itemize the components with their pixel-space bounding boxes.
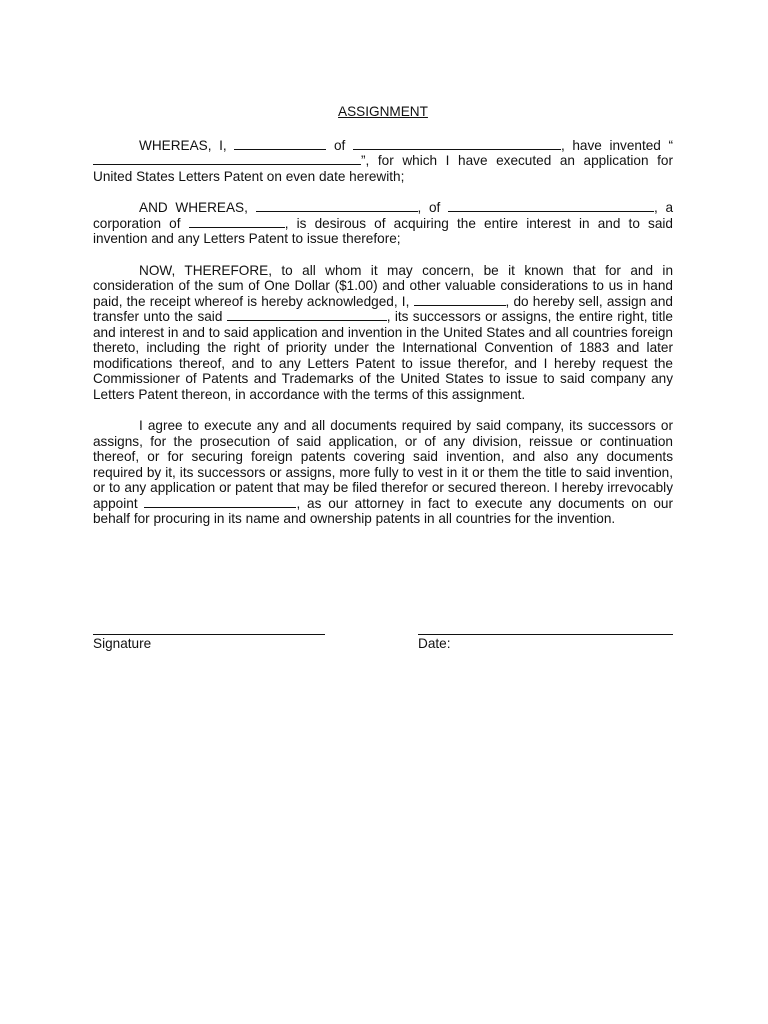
p4-text-a: I agree to execute any and all documents required by said company, its successors or assigns, for the prosecution of said application, or of any division, reissue or continuation thereof, or for securing foreign patents covering said invention, and also any documents required by it, its successors or assigns, more fully to vest in it or them the title to said invention, or to any application or patent that may be filed therefor or secured thereon. I hereby irrevocably appoint [93, 418, 673, 511]
assignee-name-blank[interactable] [227, 309, 387, 321]
p2-text-a: AND WHEREAS, [139, 200, 248, 215]
document-body [93, 104, 673, 543]
document-title: ASSIGNMENT [338, 104, 428, 119]
whereas-paragraph [93, 138, 673, 185]
company-name-blank[interactable] [256, 200, 418, 212]
date-line[interactable] [418, 634, 673, 635]
signature-area [93, 634, 673, 664]
signature-label: Signature [93, 636, 152, 651]
p1-text-e: ”, for which I have executed an application for United States Letters Patent on even date herewith; [93, 153, 673, 184]
and-whereas-paragraph [93, 200, 673, 247]
p2-text-b: , of [417, 200, 441, 215]
agreement-paragraph [93, 418, 673, 527]
date-label: Date: [418, 636, 451, 651]
p4-text-b: , as our attorney in fact to execute any documents on our behalf for procuring in its name and ownership patents in all countries for the invention. [93, 495, 673, 526]
inventor-name-blank[interactable] [234, 138, 326, 150]
inventor-address-blank[interactable] [353, 138, 561, 150]
p1-text-b: of [333, 137, 346, 153]
p2-text-d: , is desirous of acquiring the entire interest in and to said invention and any Letters Patent to issue therefore; [93, 215, 673, 246]
p3-text-a: NOW, THEREFORE, to all whom it may concern, be it known that for and in consideration of the sum of One Dollar ($1.00) and other valuable considerations to us in hand paid, the receipt whereof is hereby acknowledged, I, [93, 262, 673, 309]
p3-text-b: , do hereby sell, assign and transfer unto the said [93, 293, 673, 324]
p1-text-a: WHEREAS, I, [139, 137, 227, 153]
attorney-name-blank[interactable] [144, 496, 296, 508]
assignor-name-blank[interactable] [414, 294, 506, 306]
company-address-blank[interactable] [448, 200, 654, 212]
signature-line[interactable] [93, 634, 325, 635]
p1-text-c: , have invented [560, 137, 661, 153]
invention-title-blank[interactable] [93, 153, 361, 165]
p1-text-d: “ [668, 137, 674, 153]
p2-text-c: , a corporation of [93, 200, 673, 231]
now-therefore-paragraph [93, 263, 673, 403]
p3-text-c: , its successors or assigns, the entire right, title and interest in and to said application and invention in the United States and all countries foreign thereto, including the right of priority under the International Convention of 1883 and later modifications thereof, and to any Letters Patent to issue therefor, and I hereby request the Commissioner of Patents and Trademarks of the United States to issue to said company any Letters Patent thereon, in accordance with the terms of this assignment. [93, 309, 673, 402]
corporation-state-blank[interactable] [189, 216, 285, 228]
